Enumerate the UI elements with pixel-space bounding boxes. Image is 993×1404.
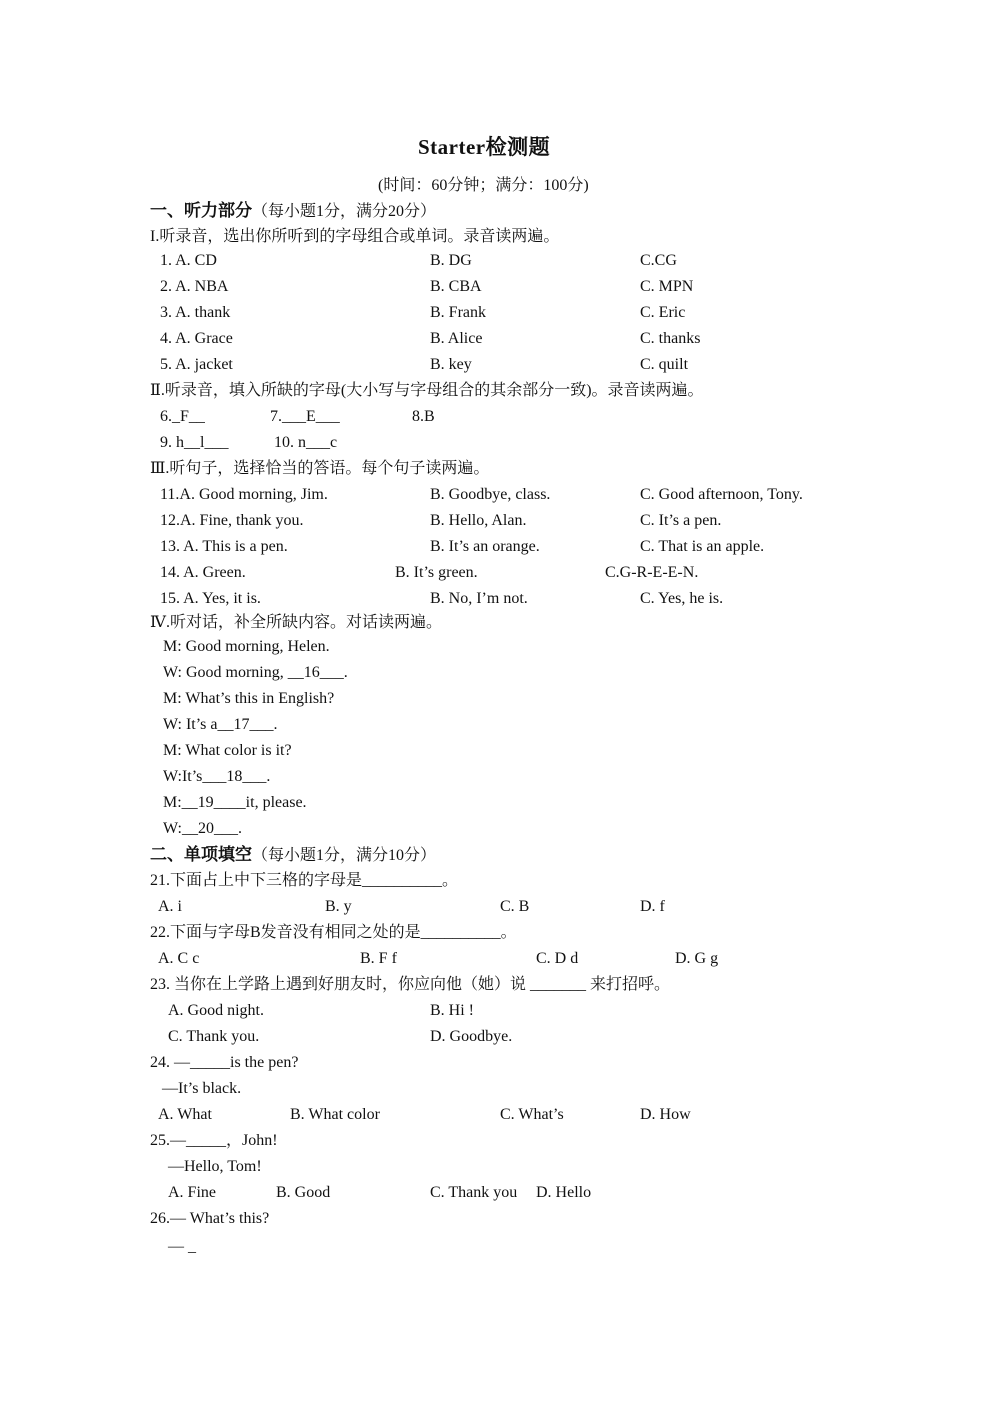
option-b: B. DG bbox=[430, 252, 472, 269]
option-b: B. Good bbox=[276, 1184, 331, 1201]
dialogue-line: W: Good morning, __16___. bbox=[163, 664, 348, 681]
dialogue-line: W: It’s a__17___. bbox=[163, 716, 278, 733]
question-stem: 24. —_____is the pen? bbox=[150, 1054, 299, 1071]
option-b: B. It’s an orange. bbox=[430, 538, 540, 555]
option-a: 3. A. thank bbox=[160, 304, 231, 321]
section-note: （每小题1分，满分20分） bbox=[252, 203, 437, 220]
option-c: C. What’s bbox=[500, 1106, 564, 1123]
section-note: （每小题1分，满分10分） bbox=[252, 847, 437, 864]
question-stem: 22.下面与字母B发音没有相同之处的是__________。 bbox=[150, 924, 517, 941]
option-d: D. How bbox=[640, 1106, 691, 1123]
option-a: 14. A. Green. bbox=[160, 564, 246, 581]
dialogue-line: M: Good morning, Helen. bbox=[163, 638, 330, 655]
option-b: B. CBA bbox=[430, 278, 482, 295]
option-c: C. thanks bbox=[640, 330, 701, 347]
option-d: D. Hello bbox=[536, 1184, 592, 1201]
fill-item: 6._F__ bbox=[160, 408, 205, 425]
option-a: 4. A. Grace bbox=[160, 330, 233, 347]
option-c: C. Eric bbox=[640, 304, 686, 321]
section-heading bbox=[150, 201, 436, 222]
option-b: B. y bbox=[325, 898, 352, 915]
option-c: C.G-R-E-E-N. bbox=[605, 564, 699, 581]
option-d: D. f bbox=[640, 898, 665, 915]
option-c: C. That is an apple. bbox=[640, 538, 765, 555]
option-c: C. Thank you bbox=[430, 1184, 518, 1201]
section-title: 一、听力部分 bbox=[150, 201, 252, 220]
option-d: D. G g bbox=[675, 950, 719, 967]
option-a: 2. A. NBA bbox=[160, 278, 229, 295]
dialogue-line: W:__20___. bbox=[163, 820, 242, 837]
fill-item: 10. n___c bbox=[274, 434, 338, 451]
option-b: B. What color bbox=[290, 1106, 380, 1123]
option-a: A. Fine bbox=[168, 1184, 216, 1201]
question-stem: 23. 当你在上学路上遇到好朋友时，你应向他（她）说 _______ 来打招呼。 bbox=[150, 976, 671, 993]
option-c: C. quilt bbox=[640, 356, 689, 373]
option-b: B. Alice bbox=[430, 330, 483, 347]
option-c: C. Thank you. bbox=[168, 1028, 260, 1045]
option-c: C. MPN bbox=[640, 278, 694, 295]
dialogue-line: W:It’s___18___. bbox=[163, 768, 271, 785]
dialogue-line: M:__19____it, please. bbox=[163, 794, 307, 811]
option-b: B. It’s green. bbox=[395, 564, 478, 581]
exam-info: (时间：60分钟；满分：100分) bbox=[378, 177, 589, 194]
option-b: B. Hi ! bbox=[430, 1002, 474, 1019]
option-b: B. F f bbox=[360, 950, 397, 967]
question-reply: — _ bbox=[168, 1238, 196, 1255]
question-reply: —Hello, Tom! bbox=[168, 1158, 262, 1175]
fill-item: 8.B bbox=[412, 408, 435, 425]
option-d: D. Goodbye. bbox=[430, 1028, 513, 1045]
option-b: B. Hello, Alan. bbox=[430, 512, 527, 529]
option-a: 5. A. jacket bbox=[160, 356, 233, 373]
part-instruction: Ⅱ.听录音，填入所缺的字母(大小写与字母组合的其余部分一致)。录音读两遍。 bbox=[150, 382, 704, 399]
option-a: 11.A. Good morning, Jim. bbox=[160, 486, 328, 503]
part-instruction: I.听录音，选出你所听到的字母组合或单词。录音读两遍。 bbox=[150, 228, 560, 245]
dialogue-line: M: What’s this in English? bbox=[163, 690, 335, 707]
option-a: 13. A. This is a pen. bbox=[160, 538, 288, 555]
option-c: C. D d bbox=[536, 950, 579, 967]
option-c: C. B bbox=[500, 898, 530, 915]
option-a: A. What bbox=[158, 1106, 212, 1123]
option-c: C. Good afternoon, Tony. bbox=[640, 486, 803, 503]
option-a: 12.A. Fine, thank you. bbox=[160, 512, 304, 529]
option-c: C.CG bbox=[640, 252, 677, 269]
option-a: A. Good night. bbox=[168, 1002, 264, 1019]
question-stem: 25.—_____，John! bbox=[150, 1132, 278, 1149]
fill-item: 9. h__l___ bbox=[160, 434, 229, 451]
option-b: B. Frank bbox=[430, 304, 486, 321]
question-stem: 26.— What’s this? bbox=[150, 1210, 270, 1227]
option-b: B. Goodbye, class. bbox=[430, 486, 551, 503]
option-a: A. C c bbox=[158, 950, 200, 967]
option-b: B. No, I’m not. bbox=[430, 590, 528, 607]
option-b: B. key bbox=[430, 356, 472, 373]
part-instruction: Ⅲ.听句子，选择恰当的答语。每个句子读两遍。 bbox=[150, 460, 490, 477]
option-a: 15. A. Yes, it is. bbox=[160, 590, 261, 607]
fill-item: 7.___E___ bbox=[270, 408, 340, 425]
option-c: C. It’s a pen. bbox=[640, 512, 722, 529]
question-stem: 21.下面占上中下三格的字母是__________。 bbox=[150, 872, 459, 889]
section-heading bbox=[150, 845, 436, 866]
option-a: A. i bbox=[158, 898, 182, 915]
option-c: C. Yes, he is. bbox=[640, 590, 724, 607]
option-a: 1. A. CD bbox=[160, 252, 217, 269]
section-title: 二、单项填空 bbox=[150, 845, 252, 864]
part-instruction: Ⅳ.听对话，补全所缺内容。对话读两遍。 bbox=[150, 614, 442, 631]
question-reply: —It’s black. bbox=[162, 1080, 242, 1097]
dialogue-line: M: What color is it? bbox=[163, 742, 292, 759]
page-title: Starter检测题 bbox=[418, 135, 551, 159]
